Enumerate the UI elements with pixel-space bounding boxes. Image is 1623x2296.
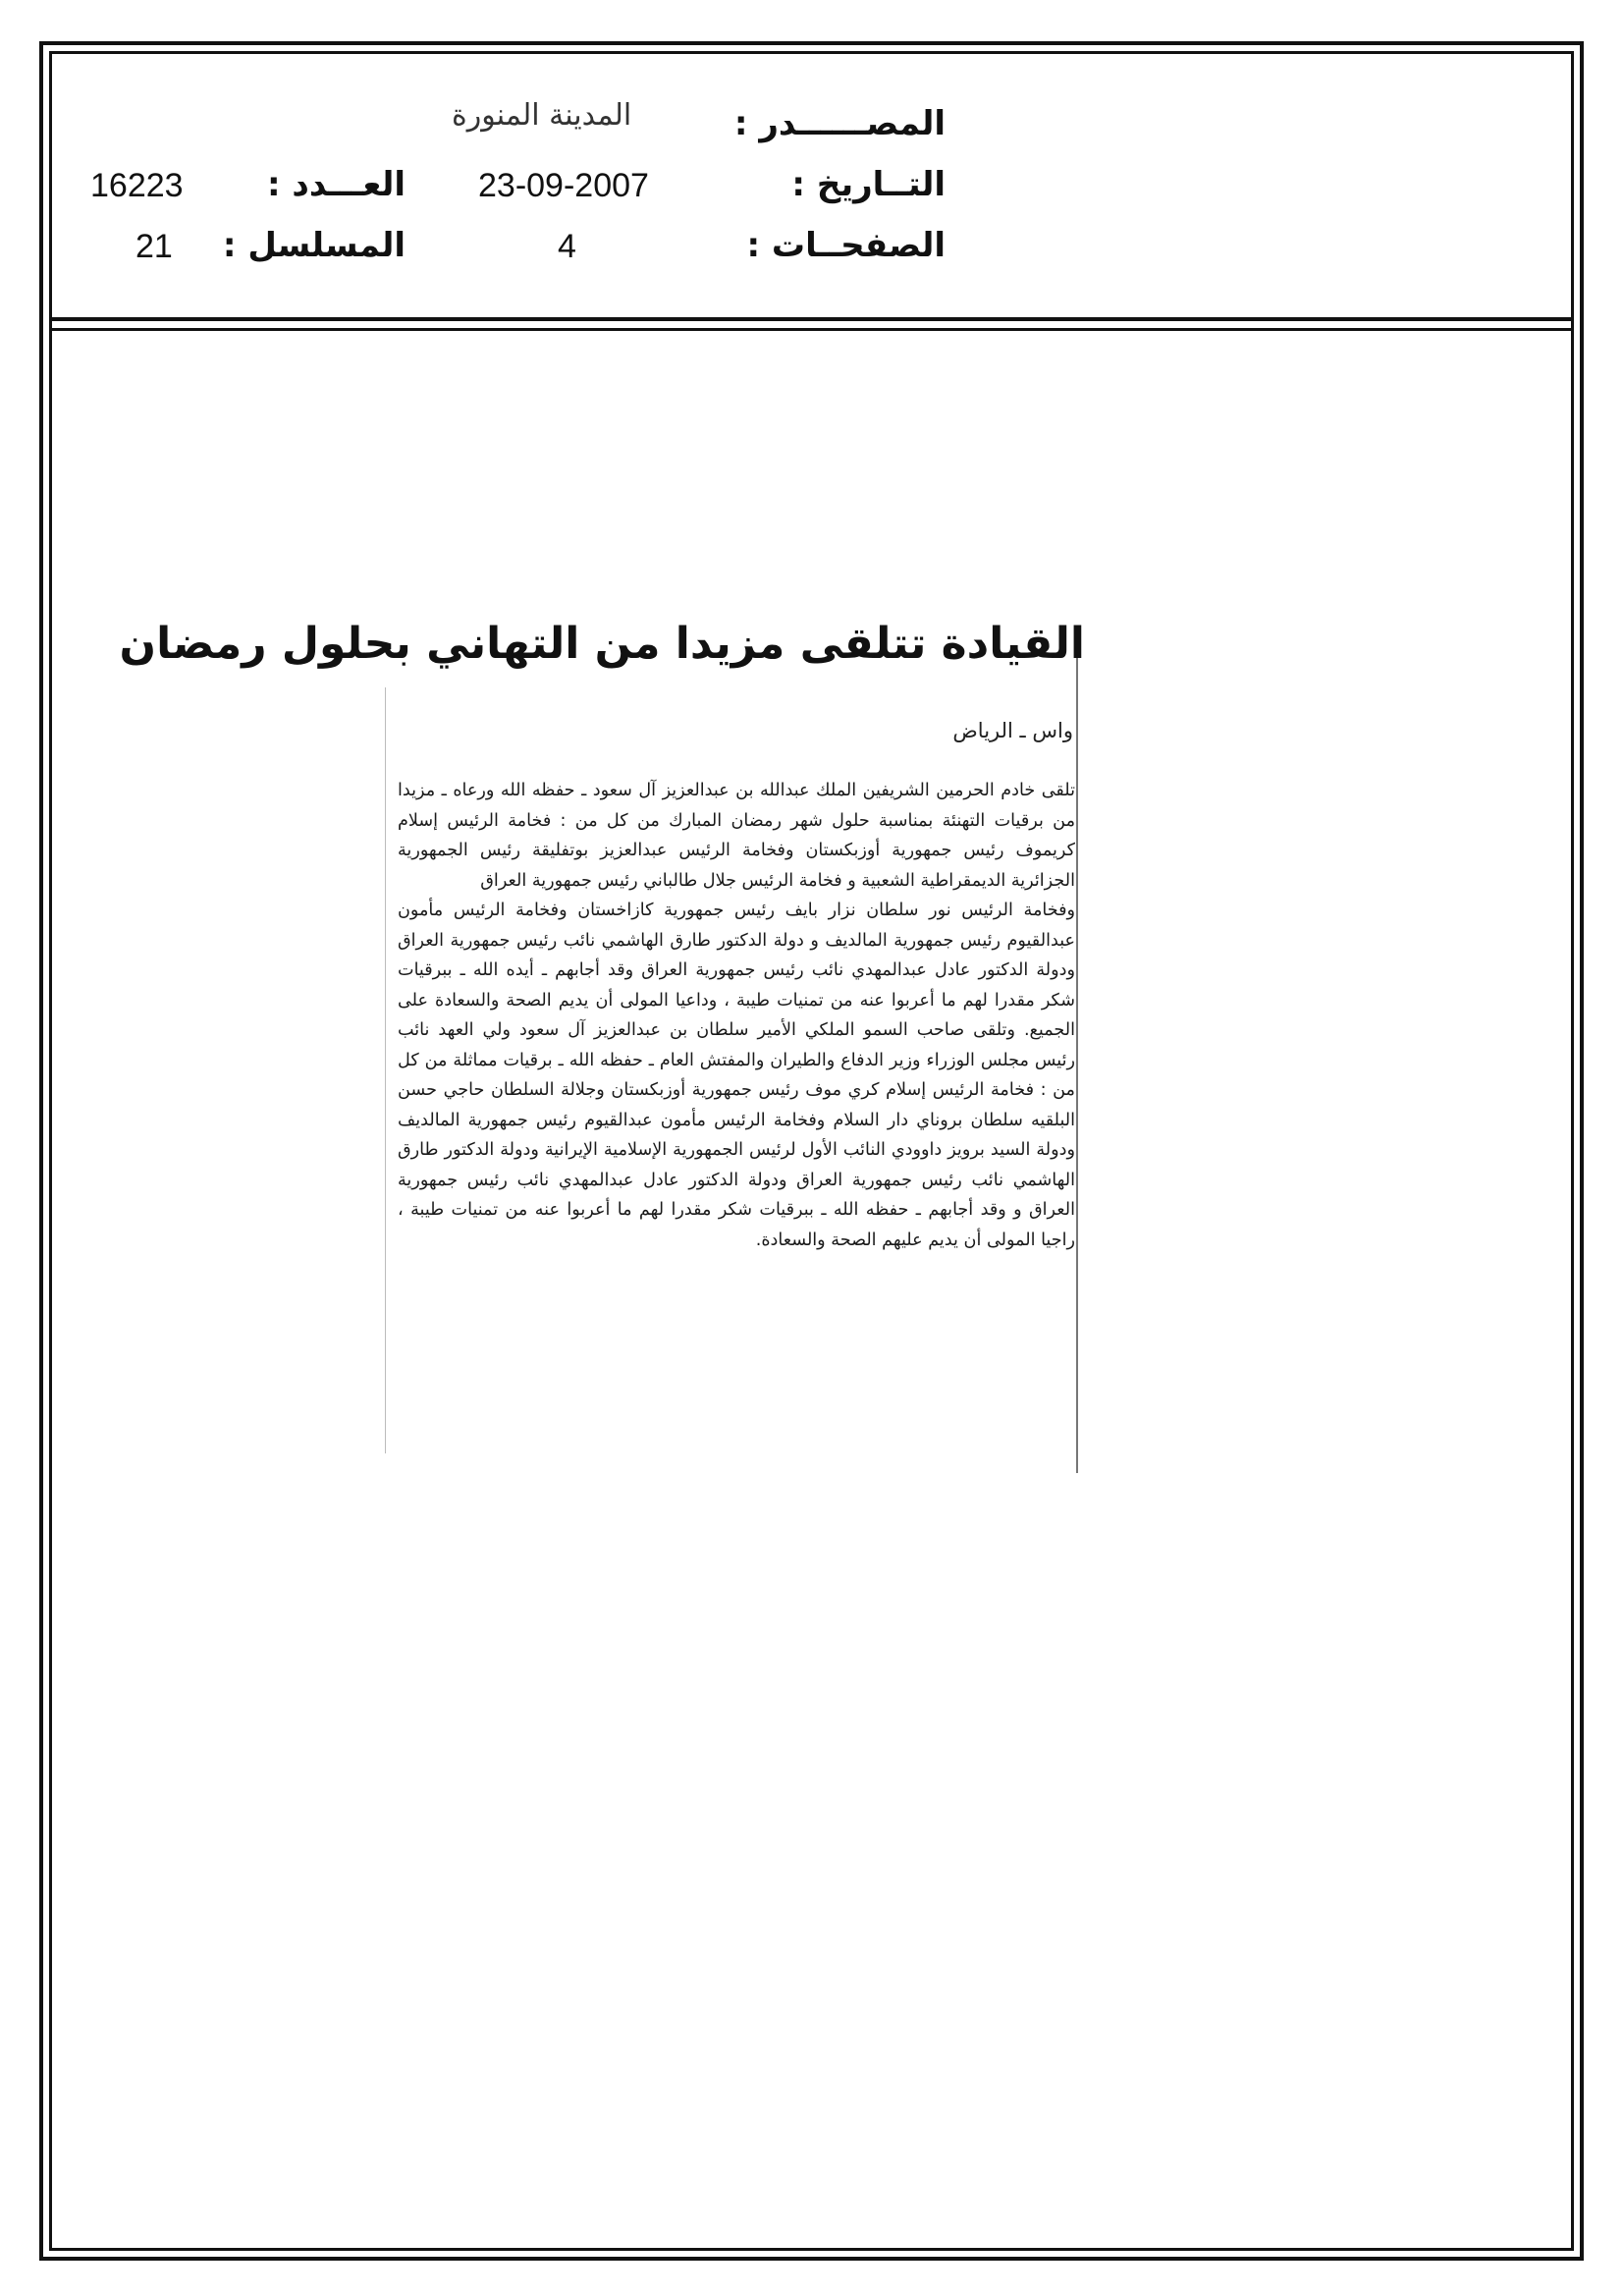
clipping-left-rule — [385, 687, 386, 1453]
header-divider — [49, 317, 1574, 321]
serial-label: المسلسل : — [222, 226, 406, 265]
article-paragraph: وفخامة الرئيس نور سلطان نزار بايف رئيس جمهورية كازاخستان وفخامة الرئيس مأمون عبدالقيوم رئيس جمهورية المالديف و دولة الدكتور طارق الهاشمي نائب رئيس جمهورية العراق ودولة الدكتور عادل عبدالمهدي نائب رئيس جمهورية العراق وقد أجابهم ـ أيده الله ـ ببرقيات شكر مقدرا لهم ما أعربوا عنه من تمنيات طيبة ، وداعيا المولى أن يديم الصحة والسعادة على الجميع. وتلقى صاحب السمو الملكي الأمير سلطان بن عبدالعزيز آل سعود ولي العهد نائب رئيس مجلس الوزراء وزير الدفاع والطيران والمفتش العام ـ حفظه الله ـ برقيات مماثلة من كل من : فخامة الرئيس إسلام كري موف رئيس جمهورية أوزبكستان وجلالة السلطان حاجي حسن البلقيه سلطان بروناي دار السلام وفخامة الرئيس مأمون عبدالقيوم رئيس جمهورية المالديف ودولة السيد برويز داوودي النائب الأول لرئيس الجمهورية الإسلامية الإيرانية ودولة الدكتور طارق الهاشمي نائب رئيس جمهورية العراق ودولة الدكتور عادل عبدالمهدي نائب رئيس جمهورية العراق و وقد أجابهم ـ حفظه الله ـ ببرقيات شكر مقدرا لهم ما أعربوا عنه من تمنيات طيبة ، راجيا المولى أن يديم عليهم الصحة والسعادة. — [398, 901, 1075, 1250]
pages-value: 4 — [558, 228, 576, 265]
source-label: المصــــــدر : — [733, 104, 946, 143]
article-body — [398, 776, 1075, 1255]
article-headline: القيادة تتلقى مزيدا من التهاني بحلول رمضان — [119, 619, 1085, 669]
pages-label: الصفحــات : — [746, 226, 946, 265]
article-clipping — [119, 619, 1085, 1473]
issue-label: العـــدد : — [267, 165, 406, 204]
header-divider-secondary — [49, 328, 1574, 331]
source-value: المدينة المنورة — [452, 98, 632, 133]
date-value: 23-09-2007 — [478, 167, 649, 204]
article-paragraph: تلقى خادم الحرمين الشريفين الملك عبدالله بن عبدالعزيز آل سعود ـ حفظه الله ورعاه ـ مزيدا من برقيات التهنئة بمناسبة حلول شهر رمضان المبارك من كل من : فخامة الرئيس إسلام كريموف رئيس جمهورية أوزبكستان وفخامة الرئيس عبدالعزيز بوتفليقة رئيس الجمهورية الجزائرية الديمقراطية الشعبية و فخامة الرئيس جلال طالباني رئيس جمهورية العراق — [398, 781, 1075, 891]
date-label: التــاريخ : — [791, 165, 946, 204]
issue-value: 16223 — [90, 167, 184, 204]
serial-value: 21 — [135, 228, 173, 265]
article-dateline: واس ـ الرياض — [952, 719, 1073, 742]
